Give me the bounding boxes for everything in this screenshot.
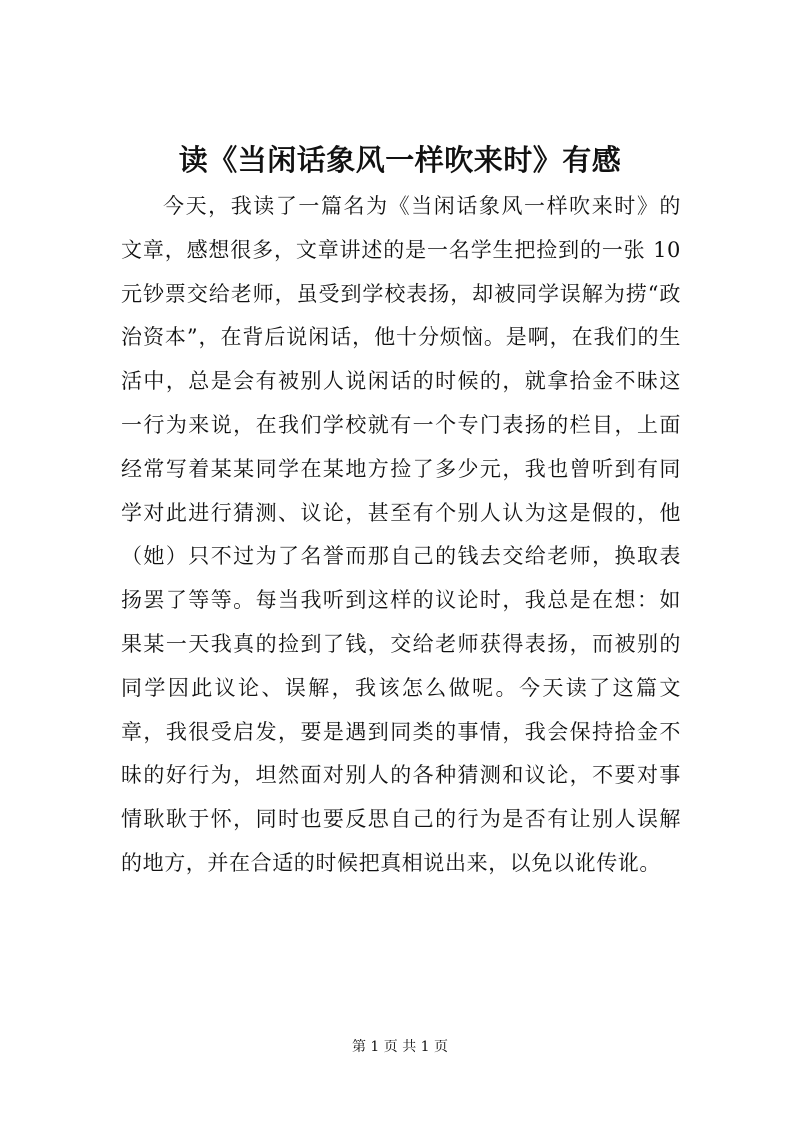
- document-title: 读《当闲话象风一样吹来时》有感: [178, 143, 622, 177]
- document-body: 今天，我读了一篇名为《当闲话象风一样吹来时》的文章，感想很多，文章讲述的是一名学生把捡到的一张 10 元钞票交给老师，虽受到学校表扬，却被同学误解为捞“政治资本”，在背后说闲话，他十分烦恼。是啊，在我们的生活中，总是会有被别人说闲话的时候的，就拿拾金不昧这一行为来说，在我们学校就有一个专门表扬的栏目，上面经常写着某某同学在某地方捡了多少元，我也曾听到有同学对此进行猜测、议论，甚至有个别人认为这是假的，他（她）只不过为了名誉而那自己的钱去交给老师，换取表扬罢了等等。每当我听到这样的议论时，我总是在想：如果某一天我真的捡到了钱，交给老师获得表扬，而被别的同学因此议论、误解，我该怎么做呢。今天读了这篇文章，我很受启发，要是遇到同类的事情，我会保持拾金不昧的好行为，坦然面对别人的各种猜测和议论，不要对事情耿耿于怀，同时也要反思自己的行为是否有让别人误解的地方，并在合适的时候把真相说出来，以免以讹传讹。: [121, 194, 681, 875]
- page-footer: 第 1 页 共 1 页: [351, 1039, 449, 1055]
